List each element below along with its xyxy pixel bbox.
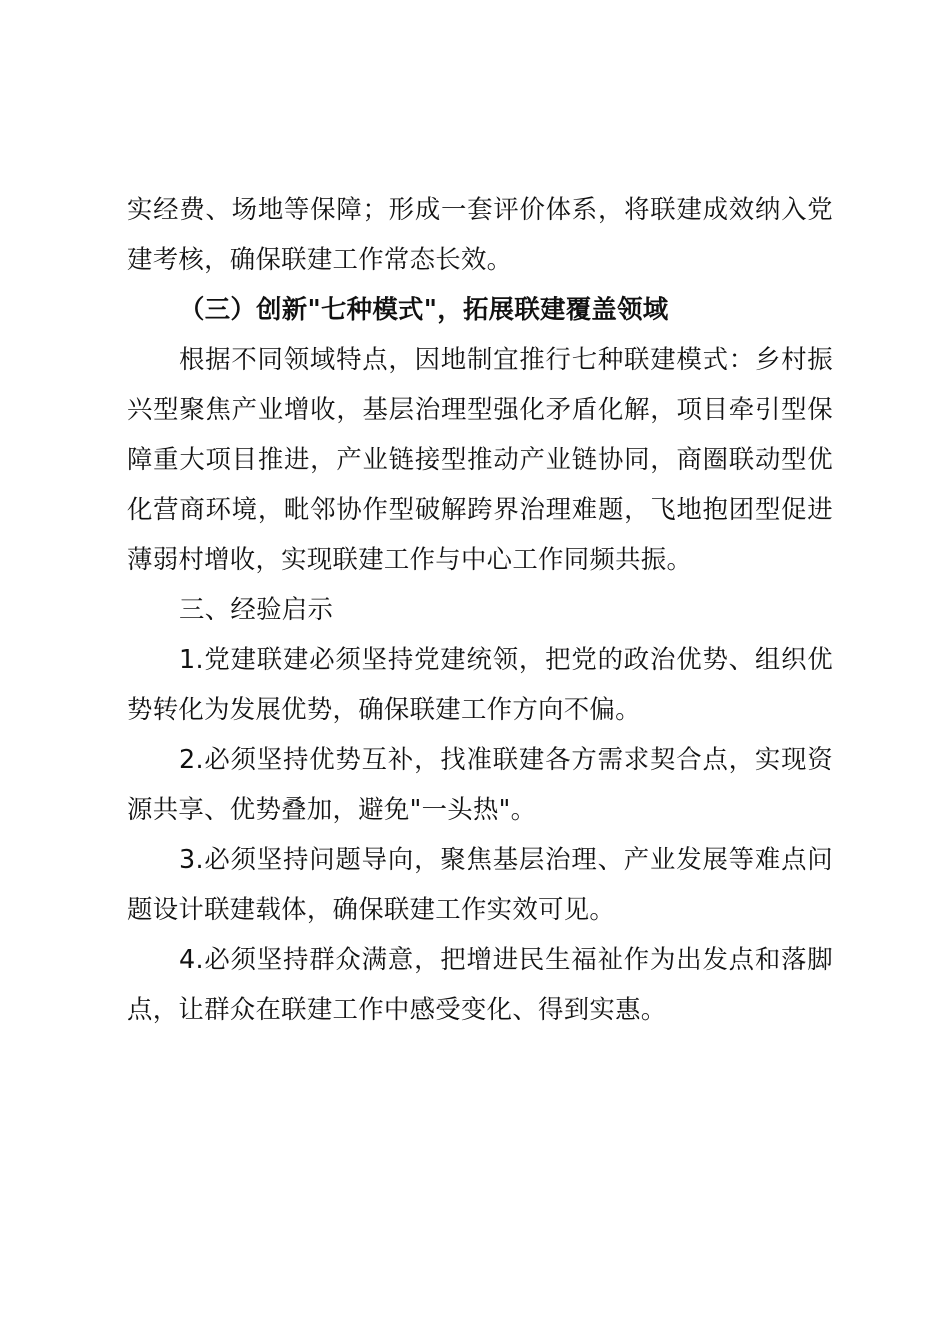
list-item-2: 2.必须坚持优势互补，找准联建各方需求契合点，实现资源共享、优势叠加，避免"一头热"。 [127,744,833,824]
list-item-3: 3.必须坚持问题导向，聚焦基层治理、产业发展等难点问题设计联建载体，确保联建工作实效可见。 [127,844,833,924]
subsection-heading-three: （三）创新"七种模式"，拓展联建覆盖领域 [179,294,669,324]
document-page [127,184,833,1034]
list-item-4: 4.必须坚持群众满意，把增进民生福祉作为出发点和落脚点，让群众在联建工作中感受变化、得到实惠。 [127,944,833,1024]
paragraph-continuation: 实经费、场地等保障；形成一套评价体系，将联建成效纳入党建考核，确保联建工作常态长效。 [127,194,833,274]
paragraph-seven-modes: 根据不同领域特点，因地制宜推行七种联建模式：乡村振兴型聚焦产业增收，基层治理型强化矛盾化解，项目牵引型保障重大项目推进，产业链接型推动产业链协同，商圈联动型优化营商环境，毗邻协作型破解跨界治理难题，飞地抱团型促进薄弱村增收，实现联建工作与中心工作同频共振。 [127,344,833,574]
list-item-1: 1.党建联建必须坚持党建统领，把党的政治优势、组织优势转化为发展优势，确保联建工作方向不偏。 [127,644,833,724]
section-heading-experience: 三、经验启示 [179,594,334,624]
